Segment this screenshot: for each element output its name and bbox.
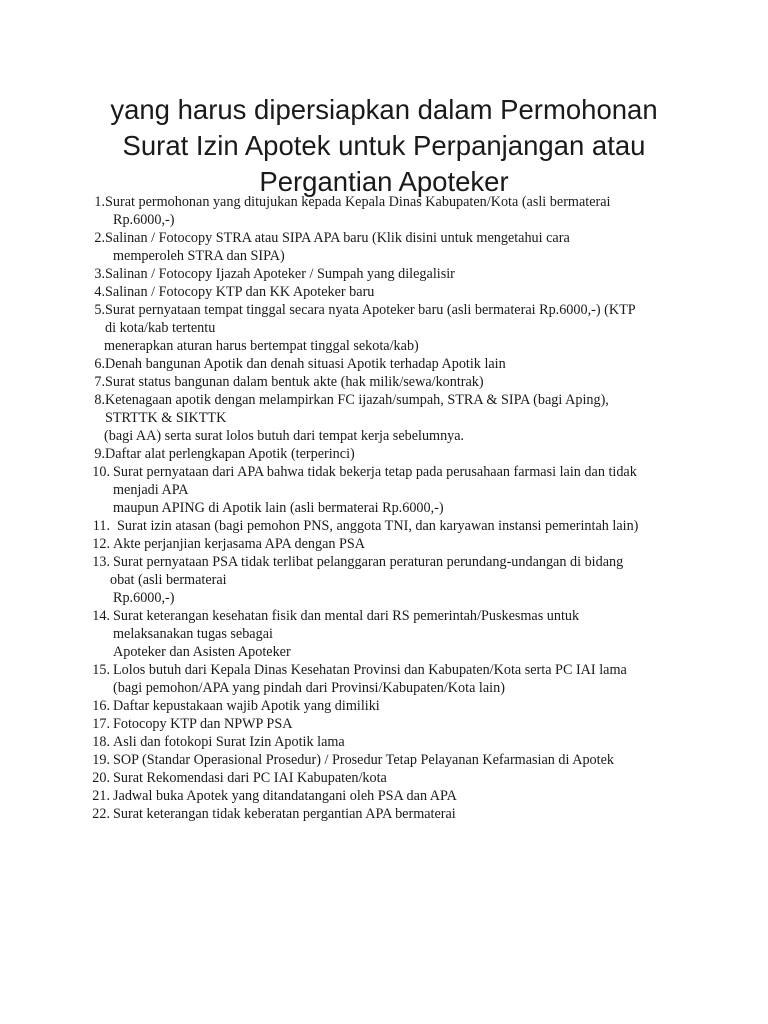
list-item-number: 18. [92,734,110,750]
list-item-text: Surat pernyataan PSA tidak terlibat pelanggaran peraturan perundang-undangan di bidang [113,554,624,570]
title-line-3: Pergantian Apoteker [259,166,509,197]
list-item-text: memperoleh STRA dan SIPA) [113,248,285,264]
list-item-text: Jadwal buka Apotek yang ditandatangani oleh PSA dan APA [113,788,457,804]
list-item [0,607,768,625]
list-item [0,535,768,553]
document-title [60,92,708,200]
list-item-number: 7. [94,374,105,390]
list-item [0,373,768,391]
list-item-text: Ketenagaan apotik dengan melampirkan FC ijazah/sumpah, STRA & SIPA (bagi Aping), [105,392,609,408]
list-item [0,661,768,679]
title-line-1: yang harus dipersiapkan dalam Permohonan [110,94,658,125]
list-item-text: Salinan / Fotocopy KTP dan KK Apoteker baru [105,284,375,300]
list-item-number: 6. [94,356,105,372]
list-item-number: 15. [92,662,110,678]
list-item-continuation [0,679,768,697]
list-item [0,517,768,535]
list-item-continuation [0,337,768,355]
list-item-number: 8. [94,392,105,408]
list-item-text: Rp.6000,-) [113,590,175,606]
list-item [0,805,768,823]
list-item-number: 10. [92,464,110,480]
list-item-text: Asli dan fotokopi Surat Izin Apotik lama [113,734,345,750]
list-item [0,355,768,373]
requirements-list [0,193,768,823]
list-item-text: SOP (Standar Operasional Prosedur) / Prosedur Tetap Pelayanan Kefarmasian di Apotek [113,752,614,768]
list-item-text: STRTTK & SIKTTK [105,410,227,426]
list-item-text: Surat pernyataan dari APA bahwa tidak bekerja tetap pada perusahaan farmasi lain dan tidak [113,464,637,480]
list-item-number: 2. [94,230,105,246]
list-item [0,193,768,211]
list-item-text: menerapkan aturan harus bertempat tinggal sekota/kab) [104,338,419,354]
list-item-number: 16. [92,698,110,714]
list-item-text: Surat izin atasan (bagi pemohon PNS, anggota TNI, dan karyawan instansi pemerintah lain) [117,518,639,534]
list-item-number: 1. [94,194,105,210]
list-item-number: 12. [92,536,110,552]
list-item-text: obat (asli bermaterai [110,572,227,588]
list-item-continuation [0,409,768,427]
list-item-number: 20. [92,770,110,786]
list-item [0,391,768,409]
list-item-continuation [0,211,768,229]
list-item-number: 14. [92,608,110,624]
list-item-number: 4. [94,284,105,300]
list-item-continuation [0,427,768,445]
list-item-text: Surat permohonan yang ditujukan kepada Kepala Dinas Kabupaten/Kota (asli bermaterai [105,194,611,210]
list-item-text: Denah bangunan Apotik dan denah situasi Apotik terhadap Apotik lain [105,356,506,372]
list-item [0,787,768,805]
list-item [0,445,768,463]
list-item-continuation [0,481,768,499]
list-item-number: 5. [94,302,105,318]
title-line-2: Surat Izin Apotek untuk Perpanjangan atau [122,130,646,161]
list-item-number: 19. [92,752,110,768]
list-item-text: Salinan / Fotocopy Ijazah Apoteker / Sumpah yang dilegalisir [105,266,455,282]
list-item-text: Surat keterangan kesehatan fisik dan mental dari RS pemerintah/Puskesmas untuk [113,608,580,624]
list-item [0,229,768,247]
list-item-continuation [0,499,768,517]
list-item-continuation [0,319,768,337]
list-item [0,301,768,319]
list-item-number: 22. [92,806,110,822]
list-item-text: Apoteker dan Asisten Apoteker [113,644,291,660]
list-item-number: 3. [94,266,105,282]
list-item-text: Daftar kepustakaan wajib Apotik yang dimiliki [113,698,380,714]
list-item-number: 21. [92,788,110,804]
list-item-continuation [0,643,768,661]
list-item-text: Rp.6000,-) [113,212,175,228]
list-item-continuation [0,247,768,265]
list-item [0,751,768,769]
list-item-text: melaksanakan tugas sebagai [113,626,273,642]
list-item [0,265,768,283]
list-item [0,463,768,481]
list-item-text: Surat keterangan tidak keberatan pergantian APA bermaterai [113,806,456,822]
list-item-continuation [0,589,768,607]
list-item-text: di kota/kab tertentu [105,320,216,336]
list-item-text: Surat Rekomendasi dari PC IAI Kabupaten/kota [113,770,387,786]
list-item-text: menjadi APA [113,482,189,498]
list-item-text: Daftar alat perlengkapan Apotik (terperinci) [105,446,355,462]
list-item-text: Akte perjanjian kerjasama APA dengan PSA [113,536,366,552]
list-item-text: Salinan / Fotocopy STRA atau SIPA APA baru (Klik disini untuk mengetahui cara [105,230,570,246]
list-item [0,553,768,571]
list-item-text: Lolos butuh dari Kepala Dinas Kesehatan Provinsi dan Kabupaten/Kota serta PC IAI lama [113,662,627,678]
list-item [0,697,768,715]
list-item-number: 11. [92,518,110,534]
list-item-text: Surat status bangunan dalam bentuk akte (hak milik/sewa/kontrak) [105,374,484,390]
list-item [0,283,768,301]
list-item-text: (bagi AA) serta surat lolos butuh dari tempat kerja sebelumnya. [104,428,465,444]
list-item [0,715,768,733]
list-item-text: Surat pernyataan tempat tinggal secara nyata Apoteker baru (asli bermaterai Rp.6000,-) (KTP [105,302,636,318]
list-item-text: Fotocopy KTP dan NPWP PSA [113,716,293,732]
list-item [0,733,768,751]
list-item-continuation [0,625,768,643]
list-item-number: 17. [92,716,110,732]
list-item-continuation [0,571,768,589]
list-item-text: maupun APING di Apotik lain (asli bermaterai Rp.6000,-) [113,500,444,516]
list-item-number: 13. [92,554,110,570]
list-item [0,769,768,787]
list-item-number: 9. [94,446,105,462]
list-item-text: (bagi pemohon/APA yang pindah dari Provinsi/Kabupaten/Kota lain) [113,680,505,696]
